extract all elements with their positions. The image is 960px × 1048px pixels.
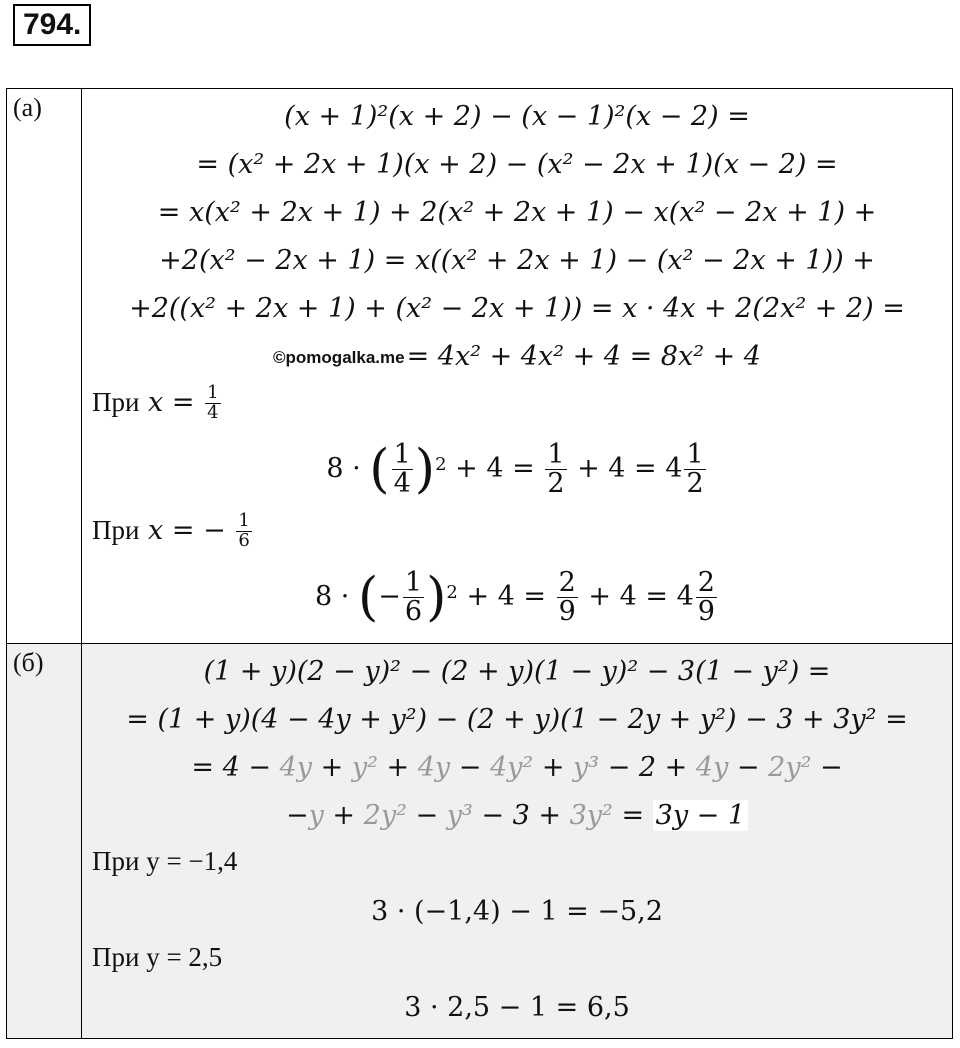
part-a-line-2: = (x² + 2x + 1)(x + 2) − (x² − 2x + 1)(x − 2) = [196, 149, 838, 180]
part-b-case-1-calc: 3 · (−1,4) − 1 = −5,2 [371, 896, 663, 927]
calc-lead: 8 · [315, 581, 350, 612]
calc-mid-2: + 4 = 4 [577, 453, 683, 484]
part-a-line-1: (x + 1)²(x + 2) − (x − 1)²(x − 2) = [284, 101, 750, 132]
term-plain: = [621, 800, 645, 831]
term-plain: + [332, 800, 356, 831]
term-cancelled: y² [351, 752, 378, 783]
right-paren: ) [426, 567, 447, 628]
frac-denominator: 9 [697, 596, 715, 627]
case-var: x [148, 387, 164, 418]
part-b-case-1-label [92, 840, 942, 888]
case-var: x [148, 515, 164, 546]
frac-numerator: 1 [547, 438, 565, 470]
term-plain: − 3 + [481, 800, 561, 831]
case-label: При y = 2,5 [92, 942, 223, 972]
final-result: 3y − 1 [653, 800, 748, 831]
term-cancelled: 4y [279, 752, 312, 783]
inner-fraction [403, 566, 424, 627]
right-paren: ) [414, 439, 436, 500]
watermark: ©pomogalka.me [273, 347, 405, 367]
case-1-fraction [205, 384, 220, 423]
part-a-line-6 [92, 333, 942, 381]
part-b-line-4 [92, 792, 942, 840]
case-label: При y = −1,4 [92, 846, 238, 876]
term-plain: + [320, 752, 344, 783]
term-plain: − [415, 800, 439, 831]
power: 2 [435, 454, 447, 475]
calc-mid: + 4 = [466, 581, 547, 612]
frac-numerator: 2 [697, 566, 715, 598]
frac-denominator: 2 [547, 468, 565, 499]
frac-numerator: 1 [393, 438, 411, 470]
term-cancelled: 3y² [569, 800, 613, 831]
mixed-fraction [684, 438, 705, 499]
inner-sign: − [378, 581, 401, 612]
case-prefix: При [92, 515, 140, 545]
part-b-content [82, 644, 953, 1039]
case-prefix: При [92, 387, 140, 417]
part-a-case-2-label [92, 509, 942, 557]
term-plain: − [820, 752, 843, 783]
term-cancelled: 2y² [363, 800, 407, 831]
result-fraction [557, 566, 578, 627]
case-eq: = [171, 387, 195, 418]
part-a-label: (а) [7, 89, 82, 644]
case-2-fraction [236, 512, 251, 551]
term-plain: − [458, 752, 482, 783]
part-a-case-1-calc [92, 429, 942, 509]
frac-denominator: 9 [558, 596, 576, 627]
term-cancelled: y³ [573, 752, 600, 783]
frac-denominator: 6 [404, 596, 423, 627]
frac-numerator: 1 [207, 382, 219, 404]
term-plain: − [285, 800, 309, 831]
frac-denominator: 4 [207, 402, 219, 423]
term-cancelled: y [308, 800, 324, 831]
term-cancelled: 4y² [489, 752, 534, 783]
part-a-line-4: +2(x² − 2x + 1) = x((x² + 2x + 1) − (x² − 2x + 1)) + [159, 245, 875, 276]
power: 2 [446, 582, 458, 603]
term-cancelled: y³ [446, 800, 473, 831]
calc-mid: + 4 = [455, 453, 535, 484]
inner-fraction [392, 438, 413, 499]
left-paren: ( [357, 567, 379, 628]
frac-numerator: 1 [404, 566, 423, 598]
part-a-case-2-calc [92, 557, 942, 637]
term-cancelled: 2y² [768, 752, 812, 783]
case-eq: = − [171, 515, 226, 546]
frac-numerator: 1 [686, 438, 704, 470]
term-plain: − 2 + [607, 752, 688, 783]
solution-table [6, 88, 953, 1039]
frac-denominator: 6 [238, 530, 250, 551]
part-b-case-2-label [92, 936, 942, 984]
part-a-content [82, 89, 953, 644]
result-fraction [545, 438, 566, 499]
calc-mid-2: + 4 = 4 [588, 581, 694, 612]
part-b-label: (б) [7, 644, 82, 1039]
part-b-line-1: (1 + y)(2 − y)² − (2 + y)(1 − y)² − 3(1 − y²) = [203, 656, 831, 687]
term-plain: − [736, 752, 760, 783]
part-a-line-5: +2((x² + 2x + 1) + (x² − 2x + 1)) = x · 4x + 2(2x² + 2) = [129, 293, 905, 324]
calc-lead: 8 · [326, 453, 361, 484]
part-b-line-3 [92, 744, 942, 792]
left-paren: ( [369, 439, 390, 500]
frac-numerator: 1 [238, 510, 250, 532]
mixed-fraction [696, 566, 717, 627]
frac-denominator: 2 [686, 468, 704, 499]
term-cancelled: 4y [417, 752, 451, 783]
term-plain: + [541, 752, 565, 783]
part-b-line-2: = (1 + y)(4 − 4y + y²) − (2 + y)(1 − 2y + y²) − 3 + 3y² = [126, 704, 908, 735]
part-a-line-6-text: = 4x² + 4x² + 4 = 8x² + 4 [406, 341, 761, 372]
part-a-line-3: = x(x² + 2x + 1) + 2(x² + 2x + 1) − x(x² − 2x + 1) + [157, 197, 877, 228]
frac-denominator: 4 [393, 468, 411, 499]
frac-numerator: 2 [558, 566, 576, 598]
term-cancelled: 4y [695, 752, 729, 783]
part-a-case-1-label [92, 381, 942, 429]
term-plain: = 4 − [191, 752, 271, 783]
part-b-case-2-calc: 3 · 2,5 − 1 = 6,5 [404, 992, 630, 1023]
row-part-a [7, 89, 953, 644]
row-part-b [7, 644, 953, 1039]
problem-number: 794. [13, 4, 91, 46]
term-plain: + [386, 752, 410, 783]
